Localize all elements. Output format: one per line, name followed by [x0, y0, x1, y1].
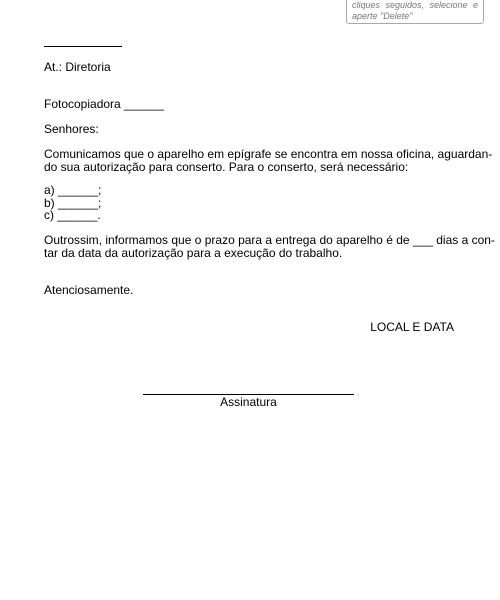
subject-line: Fotocopiadora ______ [44, 97, 165, 111]
signature-label: Assinatura [220, 395, 277, 409]
instruction-note-box [346, 0, 484, 24]
list-item: b) ______; [44, 195, 102, 210]
note-line-3: aperte "Delete" [352, 11, 413, 21]
note-line-2: cliques seguidos, selecione e [352, 0, 478, 10]
repair-items-list [44, 184, 101, 222]
list-item: c) ______. [44, 208, 101, 222]
paragraph-deadline-line-1: Outrossim, informamos que o prazo para a entrega do aparelho é de ___ dias a con- [44, 233, 495, 247]
place-date: LOCAL E DATA [370, 320, 454, 334]
recipient-line: At.: Diretoria [44, 60, 111, 74]
closing: Atenciosamente. [44, 283, 134, 297]
paragraph-request-line-2: do sua autorização para conserto. Para o conserto, será necessário: [44, 159, 409, 174]
paragraph-deadline [44, 233, 495, 260]
list-item: a) ______; [44, 183, 102, 197]
paragraph-deadline-line-2: tar da data da autorização para a execução do trabalho. [44, 245, 343, 260]
salutation: Senhores: [44, 122, 99, 136]
paragraph-request-line-1: Comunicamos que o aparelho em epígrafe se encontra em nossa oficina, aguardan- [44, 147, 493, 161]
paragraph-request [44, 147, 493, 174]
header-blank-line [44, 46, 122, 47]
